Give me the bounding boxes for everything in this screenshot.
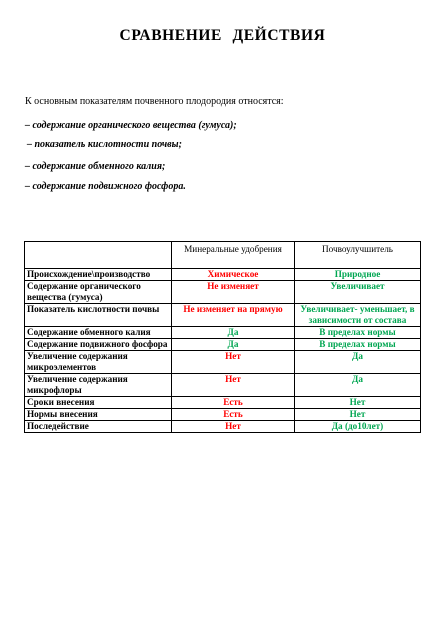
row-label: Показатель кислотности почвы <box>25 304 172 327</box>
table-row <box>25 304 421 327</box>
row-label: Увеличение содержания микроэлементов <box>25 351 172 374</box>
indicator-humus: – содержание органического вещества (гумуса); <box>25 120 237 131</box>
table-header-row <box>25 242 421 269</box>
table-row <box>25 421 421 433</box>
indicator-potassium: – содержание обменного калия; <box>25 161 166 172</box>
row-label: Сроки внесения <box>25 397 172 409</box>
table-row <box>25 351 421 374</box>
soil-improver-value: Нет <box>295 409 421 421</box>
row-label: Последействие <box>25 421 172 433</box>
mineral-value: Есть <box>172 397 295 409</box>
soil-improver-value: В пределах нормы <box>295 339 421 351</box>
header-cell-empty <box>25 242 172 269</box>
mineral-value: Нет <box>172 421 295 433</box>
soil-improver-value: Нет <box>295 397 421 409</box>
header-cell-soil-improver: Почвоулучшитель <box>295 242 421 269</box>
table-row <box>25 281 421 304</box>
row-label: Происхождение\производство <box>25 269 172 281</box>
intro-text: К основным показателям почвенного плодородия относятся: <box>25 96 284 107</box>
row-label: Содержание обменного калия <box>25 327 172 339</box>
table-row <box>25 397 421 409</box>
mineral-value: Нет <box>172 351 295 374</box>
header-cell-mineral: Минеральные удобрения <box>172 242 295 269</box>
table-row <box>25 327 421 339</box>
mineral-value: Да <box>172 339 295 351</box>
page-title: СРАВНЕНИЕ ДЕЙСТВИЯ <box>119 27 326 44</box>
row-label: Содержание органического вещества (гумуса) <box>25 281 172 304</box>
table-row <box>25 409 421 421</box>
indicator-phosphorus: – содержание подвижного фосфора. <box>25 181 186 192</box>
table-row <box>25 339 421 351</box>
soil-improver-value: Да (до10лет) <box>295 421 421 433</box>
mineral-value: Химическое <box>172 269 295 281</box>
comparison-table <box>24 241 421 433</box>
soil-improver-value: В пределах нормы <box>295 327 421 339</box>
soil-improver-value: Да <box>295 351 421 374</box>
row-label: Нормы внесения <box>25 409 172 421</box>
table-row <box>25 269 421 281</box>
row-label: Увеличение содержания микрофлоры <box>25 374 172 397</box>
soil-improver-value: Увеличивает <box>295 281 421 304</box>
mineral-value: Да <box>172 327 295 339</box>
mineral-value: Нет <box>172 374 295 397</box>
comparison-table-body <box>25 242 421 433</box>
soil-improver-value: Природное <box>295 269 421 281</box>
row-label: Содержание подвижного фосфора <box>25 339 172 351</box>
mineral-value: Не изменяет на прямую <box>172 304 295 327</box>
soil-improver-value: Да <box>295 374 421 397</box>
indicator-acidity: – показатель кислотности почвы; <box>27 139 182 150</box>
table-row <box>25 374 421 397</box>
mineral-value: Есть <box>172 409 295 421</box>
mineral-value: Не изменяет <box>172 281 295 304</box>
soil-improver-value: Увеличивает- уменьшает, в зависимости от состава <box>295 304 421 327</box>
